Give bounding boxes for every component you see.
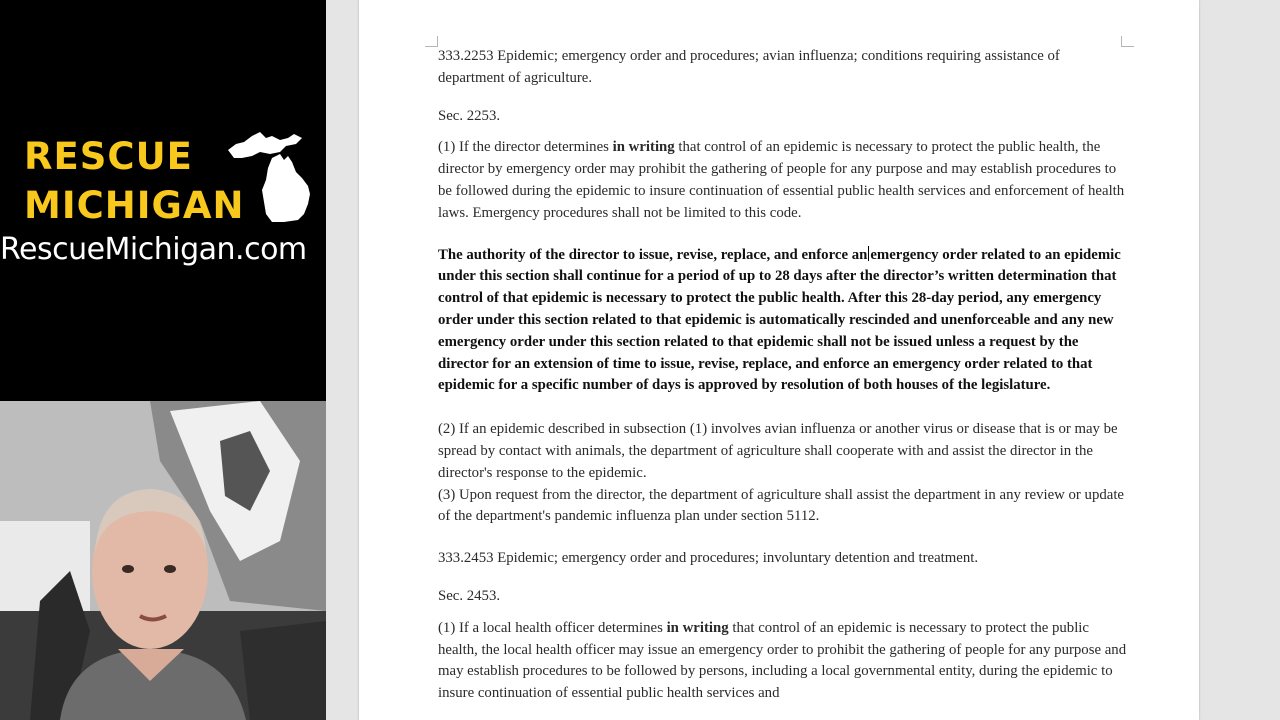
- paragraph-4: [438, 618, 1128, 705]
- paragraph-1-text-a: (1) If the director determines: [438, 139, 613, 156]
- margin-marker-top-left: [425, 36, 438, 47]
- paragraph-1-text-b: that control of an epidemic is necessary to protect the public health, the director by emergency order may prohibit the gathering of people for any purpose and may establish procedures to be followed during the epidemic to insure continuation of essential public health services and enforcement of health laws. Emergency procedures shall not be limited to this code.: [438, 139, 1125, 221]
- section-heading-2453: 333.2453 Epidemic; emergency order and procedures; involuntary detention and treatment.: [438, 550, 979, 567]
- website-url: RescueMichigan.com: [0, 232, 307, 267]
- webcam-video-feed: [0, 401, 326, 720]
- amendment-text-a: The authority of the director to issue, revise, replace, and enforce an: [438, 246, 868, 263]
- paragraph-4-emphasis: in writing: [666, 619, 729, 636]
- amendment-text-b: emergency order related to an epidemic under this section shall continue for a period of up to 28 days after the director’s written determination that control of that epidemic is necessary to protect the public health. After this 28-day period, any emergency order under this section related to that epidemic is automatically rescinded and unenforceable and any new emergency order under this section related to that epidemic shall not be issued unless a request by the director for an extension of time to issue, revise, replace, and enforce an emergency order related to that epidemic for a specific number of days is approved by resolution of both houses of the legislature.: [438, 246, 1121, 394]
- webcam-image: [0, 401, 326, 720]
- document-page[interactable]: [359, 0, 1199, 720]
- section-number-2453: Sec. 2453.: [438, 587, 501, 604]
- document-body[interactable]: [438, 46, 1128, 715]
- paragraph-4-text-b: that control of an epidemic is necessary to protect the public health, the local health officer may issue an emergency order to prohibit the gathering of people for any purpose and may establish procedures to be followed by persons, including a local governmental entity, during the epidemic to insure continuation of essential public health services and: [438, 619, 1127, 702]
- amendment-paragraph: [438, 245, 1128, 398]
- section-number-2253: Sec. 2253.: [438, 107, 501, 124]
- channel-branding-overlay: [0, 0, 326, 401]
- paragraph-1-emphasis: in writing: [612, 139, 675, 156]
- paragraph-4-text-a: (1) If a local health officer determines: [438, 619, 667, 636]
- word-processor-canvas[interactable]: [326, 0, 1280, 720]
- section-heading-2253: 333.2253 Epidemic; emergency order and procedures; avian influenza; conditions requiring assistance of department of agriculture.: [438, 48, 1060, 86]
- paragraph-2: (2) If an epidemic described in subsection (1) involves avian influenza or another virus or disease that is or may be spread by contact with animals, the department of agriculture shall cooperate with and assist the director in the director's response to the epidemic.: [438, 421, 1118, 481]
- brand-title-line1: RESCUE: [24, 135, 193, 178]
- brand-title-line2: MICHIGAN: [24, 184, 245, 227]
- paragraph-3: (3) Upon request from the director, the department of agriculture shall assist the department in any review or update of the department's pandemic influenza plan under section 5112.: [438, 486, 1124, 525]
- michigan-map-icon: [222, 128, 320, 224]
- paragraph-1: [438, 137, 1128, 224]
